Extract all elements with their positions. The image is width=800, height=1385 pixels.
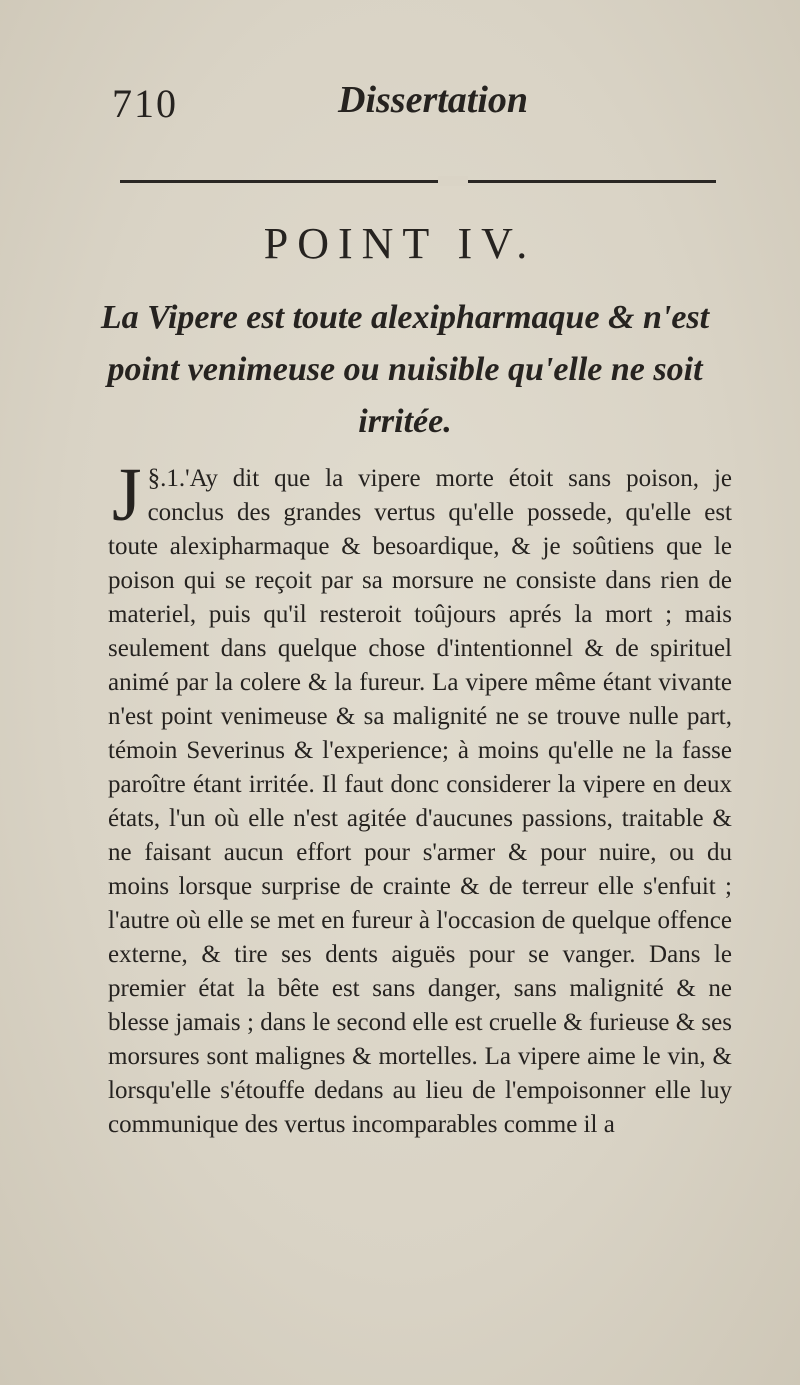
- header-rule-gap: [438, 176, 468, 186]
- header-rule: [120, 180, 716, 183]
- paragraph-text: 'Ay dit que la vipere morte étoit sans poison, je conclus des grandes vertus qu'elle possede, qu'elle est toute alexipharmaque & besoardique, & je soûtiens que le poison qui se reçoit par sa morsure ne consiste dans rien de materiel, puis qu'il resteroit toûjours aprés la mort ; mais seulement dans quelque chose d'intentionnel & de spirituel animé par la colere & la fureur. La vipere même étant vivante n'est point venimeuse & sa malignité ne se trouve nulle part, témoin Severinus & l'experience; à moins qu'elle ne la fasse paroître étant irritée. Il faut donc considerer la vipere en deux états, l'un où elle n'est agitée d'aucunes passions, traitable & ne faisant aucun effort pour s'armer & pour nuire, ou du moins lorsque surprise de crainte & de terreur elle s'enfuit ; l'autre où elle se met en fureur à l'occasion de quelque offence externe, & tire ses dents aiguës pour se vanger. Dans le premier état la bête est sans danger, sans malignité & ne blesse jamais ; dans le second elle est cruelle & furieuse & ses morsures sont malignes & mortelles. La vipere aime le vin, & lorsqu'elle s'étouffe dedans au lieu de l'empoisonner elle luy communique des vertus incomparables comme il a: [108, 465, 732, 1138]
- paragraph: [108, 453, 732, 1142]
- section-subtitle: La Vipere est toute alexipharmaque & n'est point venimeuse ou nuisible qu'elle ne soit irritée.: [100, 299, 710, 440]
- section-heading: POINT IV.: [263, 219, 537, 268]
- page-number: 710: [112, 81, 178, 126]
- running-head: [112, 72, 712, 132]
- dropcap: J: [112, 453, 142, 537]
- running-title: Dissertation: [338, 79, 529, 121]
- body-text: [108, 453, 732, 1142]
- section-mark: §.1.: [147, 465, 186, 492]
